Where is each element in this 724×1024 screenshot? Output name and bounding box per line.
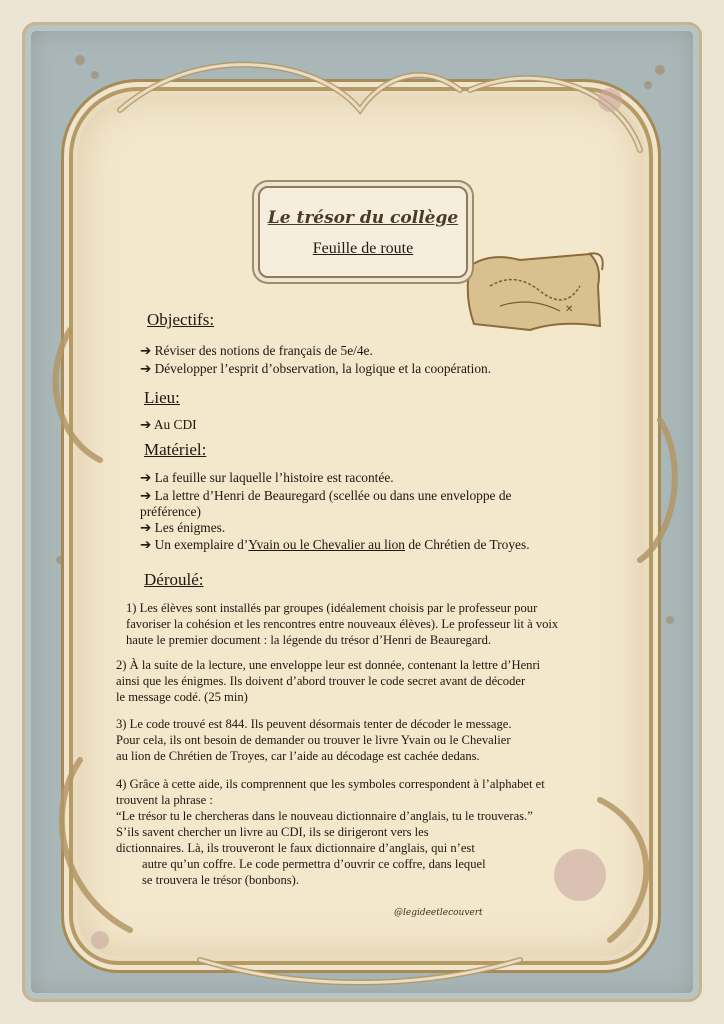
step-line: autre qu’un coffre. Le code permettra d’ouvrir ce coffre, dans lequel bbox=[142, 857, 486, 871]
lieu-item: ➔ Au CDI bbox=[140, 417, 197, 432]
deroule-heading: Déroulé: bbox=[144, 570, 204, 589]
book-title: Yvain ou le Chevalier au lion bbox=[248, 537, 405, 552]
step-2-paragraph bbox=[116, 657, 540, 705]
lieu-heading: Lieu: bbox=[144, 388, 180, 407]
materiel-item: préférence) bbox=[140, 504, 201, 519]
step-4-paragraph bbox=[116, 776, 545, 888]
page-title: Le trésor du collège bbox=[267, 208, 459, 228]
step-line: 4) Grâce à cette aide, ils comprennent que les symboles correspondent à l’alphabet et bbox=[116, 777, 545, 791]
step-line: 1) Les élèves sont installés par groupes (idéalement choisis par le professeur pour bbox=[126, 601, 538, 615]
step-line: ainsi que les énigmes. Ils doivent d’abord trouver le code secret avant de décoder bbox=[116, 674, 526, 688]
step-line: trouvent la phrase : bbox=[116, 793, 213, 807]
step-line: Pour cela, ils ont besoin de demander ou trouver le livre Yvain ou le Chevalier bbox=[116, 733, 511, 747]
step-line: dictionnaires. Là, ils trouveront le faux dictionnaire d’anglais, qui n’est bbox=[116, 841, 475, 855]
svg-text:✕: ✕ bbox=[565, 304, 574, 315]
step-line: le message codé. (25 min) bbox=[116, 690, 248, 704]
step-line: se trouvera le trésor (bonbons). bbox=[142, 873, 300, 887]
author-signature: @legideetlecouvert bbox=[394, 908, 483, 918]
step-line: haute le premier document : la légende du trésor d’Henri de Beauregard. bbox=[126, 633, 492, 647]
step-1-paragraph bbox=[126, 600, 558, 648]
objectifs-item: ➔ Réviser des notions de français de 5e/4e. bbox=[140, 343, 373, 358]
materiel-heading: Matériel: bbox=[144, 440, 207, 459]
step-line: 2) À la suite de la lecture, une enveloppe leur est donnée, contenant la lettre d’Henri bbox=[116, 658, 541, 672]
step-line: “Le trésor tu le chercheras dans le nouveau dictionnaire d’anglais, tu le trouveras.” bbox=[116, 809, 533, 823]
page-subtitle: Feuille de route bbox=[312, 240, 414, 257]
materiel-item: ➔ La feuille sur laquelle l’histoire est racontée. bbox=[140, 470, 394, 485]
materiel-item: ➔ Les énigmes. bbox=[140, 520, 226, 535]
step-3-paragraph bbox=[116, 716, 512, 764]
materiel-item: ➔ La lettre d’Henri de Beauregard (scellée ou dans une enveloppe de bbox=[140, 488, 512, 503]
step-line: 3) Le code trouvé est 844. Ils peuvent désormais tenter de décoder le message. bbox=[116, 717, 512, 731]
objectifs-item: ➔ Développer l’esprit d’observation, la logique et la coopération. bbox=[140, 361, 492, 376]
materiel-item: ➔ Un exemplaire d’Yvain ou le Chevalier au lion de Chrétien de Troyes. bbox=[140, 537, 530, 552]
objectifs-heading: Objectifs: bbox=[147, 310, 215, 329]
step-line: favoriser la cohésion et les rencontres entre nouveaux élèves). Le professeur lit à voix bbox=[126, 617, 559, 631]
step-line: au lion de Chrétien de Troyes, car l’aide au décodage est cachée dedans. bbox=[116, 749, 480, 763]
step-line: S’ils savent chercher un livre au CDI, ils se dirigeront vers les bbox=[116, 825, 429, 839]
